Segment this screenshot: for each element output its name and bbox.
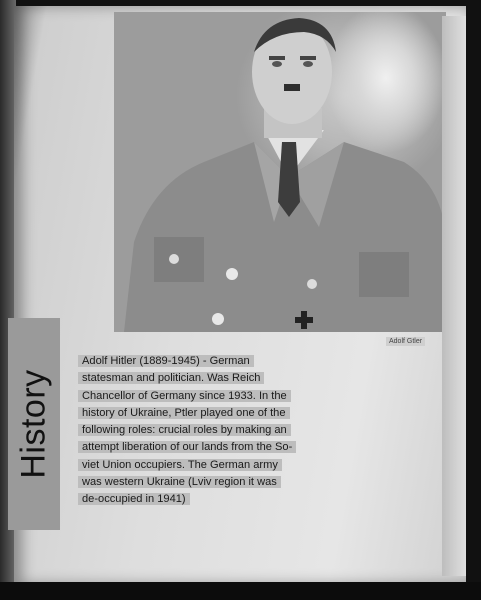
text-line: Adolf Hitler (1889-1945) - German: [78, 353, 328, 370]
body-paragraph: [78, 353, 328, 509]
text-line: de-occupied in 1941): [78, 491, 328, 508]
text-line: following roles: crucial roles by making an: [78, 422, 328, 439]
text-line: history of Ukraine, Ptler played one of the: [78, 405, 328, 422]
table-surface: [0, 582, 481, 600]
text-line: viet Union occupiers. The German army: [78, 457, 328, 474]
photo-caption: Adolf Gtler: [386, 337, 425, 346]
portrait-photo: [114, 12, 446, 332]
next-page-edge: [442, 16, 466, 576]
text-line: statesman and politician. Was Reich: [78, 370, 328, 387]
text-line: attempt liberation of our lands from the So-: [78, 439, 328, 456]
text-line: Chancellor of Germany since 1933. In the: [78, 388, 328, 405]
text-line: was western Ukraine (Lviv region it was: [78, 474, 328, 491]
section-label: History: [14, 369, 53, 479]
